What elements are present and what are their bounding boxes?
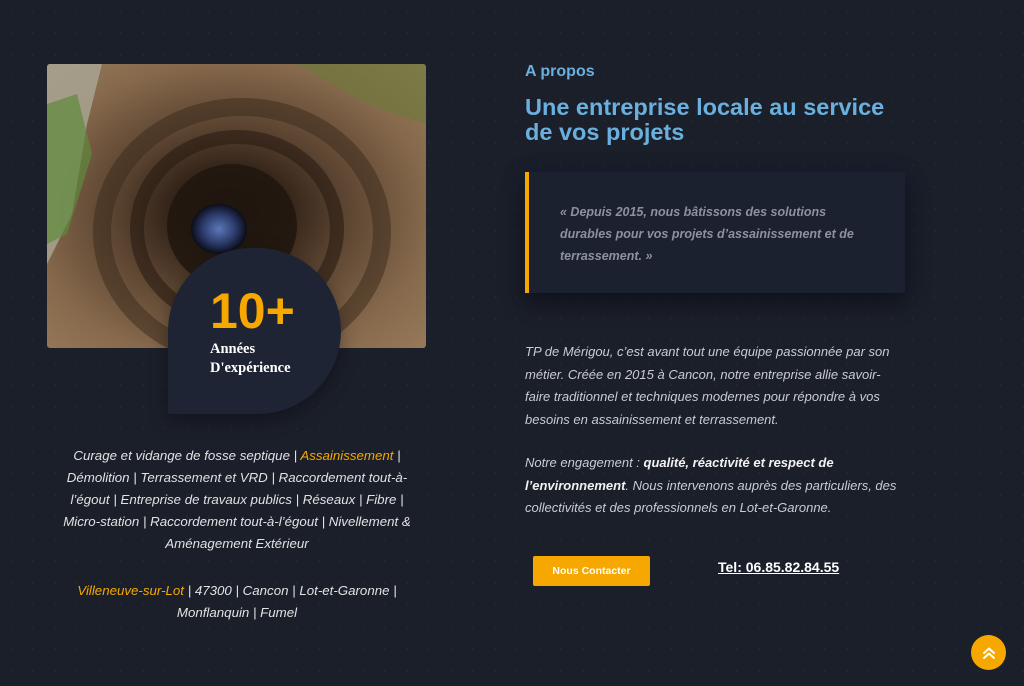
phone-link[interactable]: Tel: 06.85.82.84.55 [718, 559, 840, 575]
quote-block [525, 172, 905, 293]
double-chevron-up-icon [981, 645, 997, 661]
link-assainissement[interactable]: Assainissement [300, 448, 394, 463]
about-paragraph-1: TP de Mérigou, c’est avant tout une équipe passionnée par son métier. Créée en 2015 à Cancon, notre entreprise allie savoir-faire traditionnel et techniques modernes pour répondre à vos besoins en assainissement et terrassement. [525, 344, 890, 427]
experience-label [210, 340, 291, 378]
experience-label-line1: Années [210, 341, 256, 357]
contact-button[interactable]: Nous Contacter [533, 556, 650, 586]
engagement-suffix: . Nous intervenons auprès des particuliers, des collectivités et des professionnels en Lot-et-Garonne. [525, 477, 897, 515]
locations-text: | 47300 | Cancon | Lot-et-Garonne | Monflanquin | Fumel [176, 583, 397, 620]
experience-label-line2: D'expérience [210, 360, 291, 376]
experience-badge [168, 248, 341, 414]
section-eyebrow: A propos [525, 63, 595, 80]
link-villeneuve-sur-lot[interactable]: Villeneuve-sur-Lot [77, 583, 184, 598]
scroll-to-top-button[interactable] [971, 635, 1006, 670]
quote-text: « Depuis 2015, nous bâtissons des solutions durables pour vos projets d’assainissement et de terrassement. » [560, 205, 854, 263]
services-list [52, 445, 422, 555]
engagement-prefix: Notre engagement : [525, 455, 644, 470]
about-paragraph-2 [525, 452, 905, 520]
experience-number: 10+ [210, 283, 295, 339]
engagement-values: qualité, réactivité et respect de l’environnement [525, 455, 834, 493]
section-title: Une entreprise locale au service de vos projets [525, 94, 885, 145]
services-text-2: | Démolition | Terrassement et VRD | Raccordement tout-à-l’égout | Entreprise de travaux publics | Réseaux | Fibre | Micro-station | Raccordement tout-à-l’égout | Nivellement & Aménagement Extérieur [63, 448, 411, 551]
services-text-1: Curage et vidange de fosse septique | [73, 448, 301, 463]
locations-list [52, 580, 422, 624]
